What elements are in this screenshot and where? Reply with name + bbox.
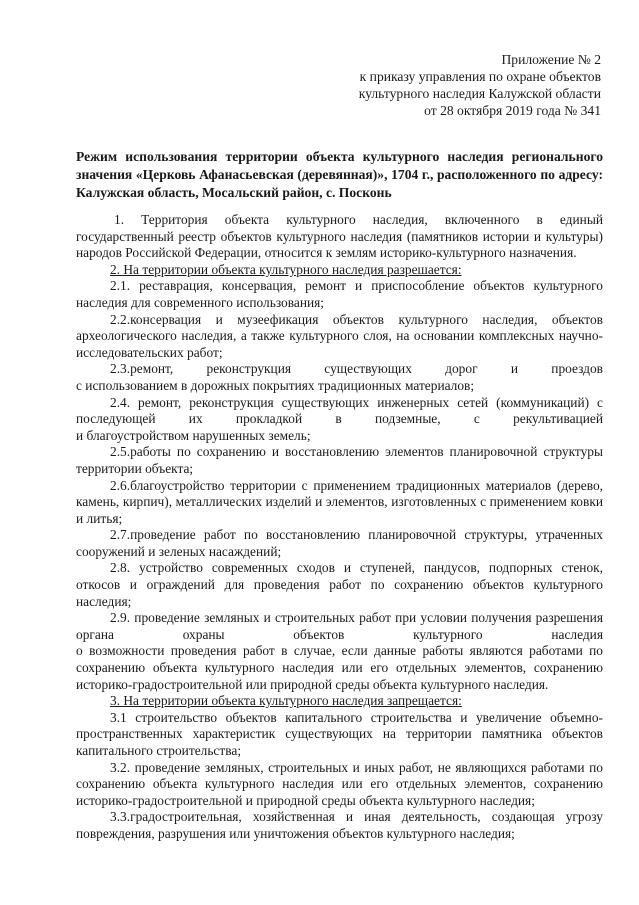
paragraph: и благоустройством нарушенных земель; [76,427,311,443]
paragraph: 1. Территория объекта культурного наследия, включенного в единый государственный реестр объектов культурного наследия (памятников истории и культуры) народов Российской Федерации, относится к землям историко-культурного назначения. [76,212,603,261]
paragraph: 2.2.консервация и музеефикация объектов культурного наследия, объектов археологического наследия, а также культурного слоя, на основании комплексных научно-исследовательских работ; [76,311,603,360]
paragraph: 2.6.благоустройство территории с применением традиционных материалов (дерево, камень, кирпич), металлических изделий и элементов, изготовленных с применением ковки и литья; [76,477,603,526]
paragraph: 3.1 строительство объектов капитального строительства и увеличение объемно-пространственных характеристик существующих на территории памятника объектов капитального строительства; [76,709,603,758]
section-heading [76,262,603,279]
appendix-line: к приказу управления по охране объектов [359,69,601,84]
section-heading [76,693,603,710]
paragraph: 3.2. проведение земляных, строительных и иных работ, не являющихся работами по сохранению объекта культурного наследия или его отдельных элементов, сохранению историко-градостроительной и природной среды объекта культурного наследия; [76,759,603,808]
paragraph: 2.3.ремонт, реконструкция существующих дорог и проездов [110,361,603,377]
paragraph: 2.4. ремонт, реконструкция существующих инженерных сетей (коммуникаций) с последующей их прокладкой в подземные, с рекультивацией [76,394,603,427]
document-body [76,212,603,843]
paragraph: 2.7.проведение работ по восстановлению планировочной структуры, утраченных сооружений и зеленых насаждений; [76,527,603,559]
paragraph: о возможности проведения работ в случае, если данные работы являются работами по сохранению объекта культурного наследия или его отдельных элементов, сохранению историко-градостроительной или природной среды объекта культурного наследия. [76,643,603,692]
appendix-line: от 28 октября 2019 года № 341 [424,103,601,118]
appendix-header [359,51,601,119]
appendix-line: Приложение № 2 [501,52,601,67]
paragraph: 2.8. устройство современных сходов и ступеней, пандусов, подпорных стенок, откосов и ограждений для проведения работ по сохранению объектов культурного наследия; [76,560,603,609]
paragraph: 2.1. реставрация, консервация, ремонт и приспособление объектов культурного наследия для современного использования; [76,278,603,310]
paragraph: с использованием в дорожных покрытиях традиционных материалов; [76,377,475,393]
document-title: Режим использования территории объекта культурного наследия регионального значения «Церковь Афанасьевская (деревянная)», 1704 г., расположенного по адресу: Калужская область, Мосальский район, с. Посконь [76,149,603,200]
paragraph: 2.9. проведение земляных и строительных работ при условии получения разрешения органа охраны объектов культурного наследия [76,610,603,642]
paragraph: 2.5.работы по сохранению и восстановлению элементов планировочной структуры территории объекта; [76,444,603,476]
section-heading-text: 2. На территории объекта культурного наследия разрешается: [110,261,462,277]
appendix-line: культурного наследия Калужской области [358,86,601,101]
paragraph: 3.3.градостроительная, хозяйственная и иная деятельность, создающая угрозу повреждения, разрушения или уничтожения объектов культурного наследия; [76,809,603,841]
section-heading-text: 3. На территории объекта культурного наследия запрещается: [110,693,462,709]
